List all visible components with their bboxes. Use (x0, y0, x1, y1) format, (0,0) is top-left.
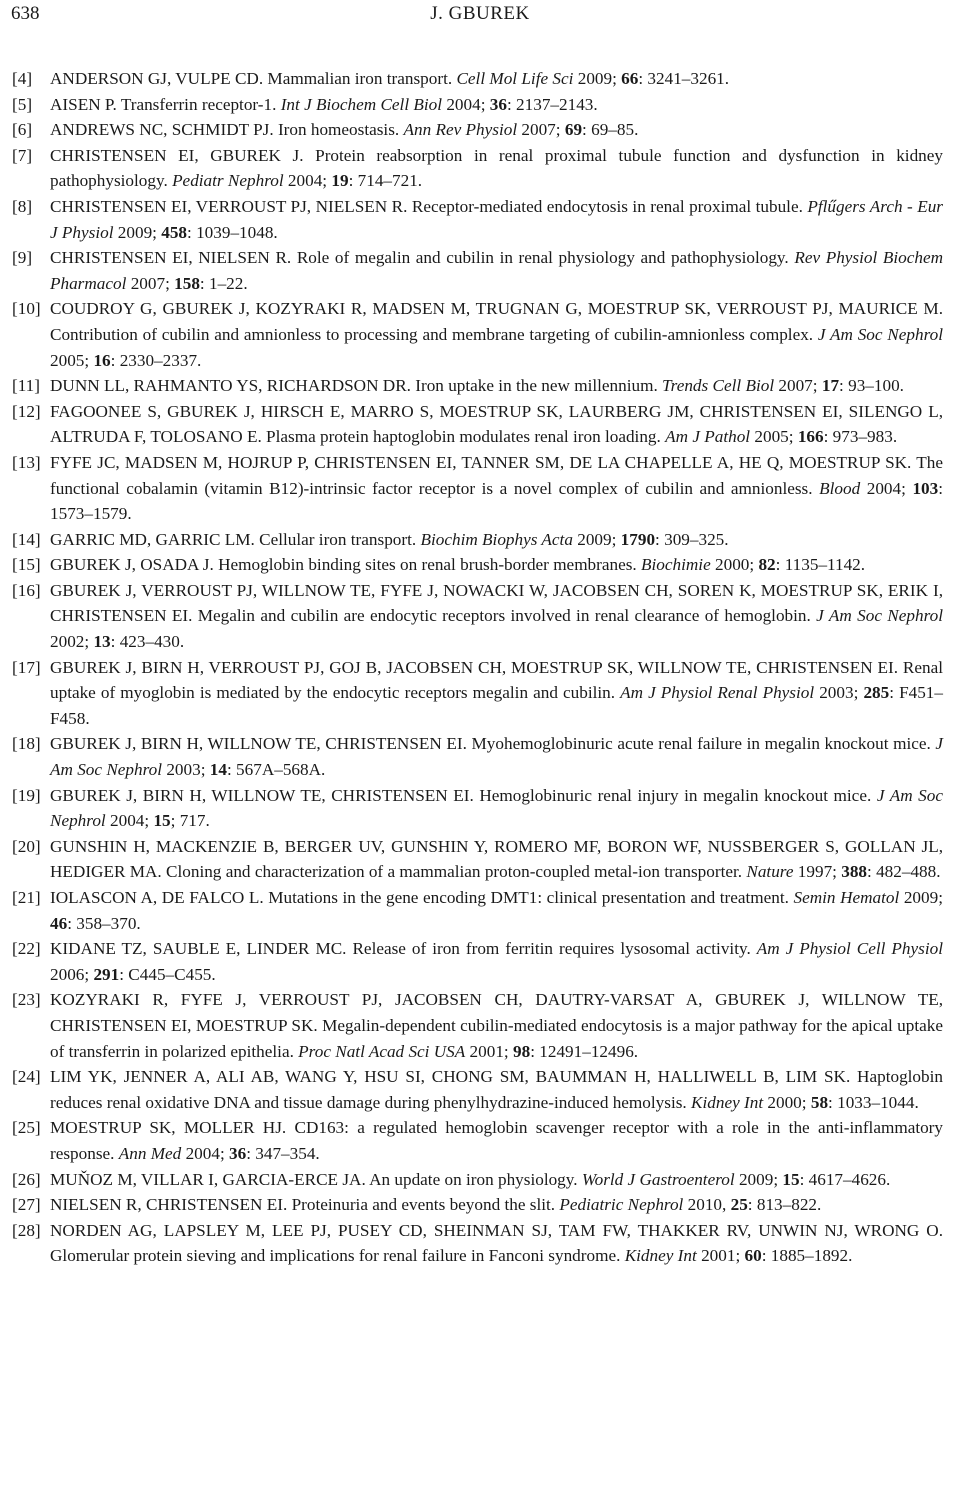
reference-text (50, 399, 943, 450)
reference-pages: : 813–822. (747, 1195, 822, 1215)
reference-authors: NIELSEN R, CHRISTENSEN EI. (50, 1195, 288, 1215)
reference-journal: Nature (746, 862, 794, 882)
reference-title: Mammalian iron transport. (263, 69, 457, 88)
reference-authors: MUŇOZ M, VILLAR I, GARCIA-ERCE JA. (50, 1169, 366, 1189)
reference-title: Hemoglobinuric renal injury in megalin knockout mice. (473, 785, 877, 805)
reference-title: Transferrin receptor-1. (116, 94, 281, 114)
reference-number: [21] (12, 888, 41, 907)
reference-item (12, 578, 943, 655)
reference-text (50, 245, 943, 296)
reference-number: [16] (12, 580, 41, 600)
running-head: J. GBUREK (430, 3, 530, 24)
reference-authors: ANDERSON GJ, VULPE CD. (50, 69, 264, 88)
reference-authors: COUDROY G, GBUREK J, KOZYRAKI R, MADSEN M, TRUGNAN G, MOESTRUP SK, VERROUST PJ, MAURICE M. (50, 299, 943, 319)
reference-volume: 46 (50, 913, 68, 933)
reference-text (50, 885, 943, 936)
reference-text (50, 1167, 943, 1193)
reference-journal: Am J Pathol (665, 427, 751, 447)
reference-authors: GARRIC MD, GARRIC LM. (50, 529, 255, 549)
reference-number: [6] (12, 120, 33, 140)
reference-title: The functional cobalamin (vitamin B12)-intrinsic factor receptor is a novel complex of cubilin and amnionless. (50, 452, 943, 498)
reference-authors: AISEN P. (50, 94, 117, 114)
reference-text (50, 450, 943, 527)
reference-item (12, 399, 943, 450)
reference-text (50, 373, 943, 399)
reference-journal: Trends Cell Biol (662, 376, 775, 396)
reference-volume: 66 (621, 69, 639, 88)
reference-volume: 388 (841, 862, 868, 882)
reference-authors: CHRISTENSEN EI, GBUREK J. (50, 145, 304, 165)
reference-pages: : 2137–2143. (506, 94, 598, 114)
reference-title: Glomerular protein sieving and implications for renal failure in Fanconi syndrome. (50, 1246, 625, 1266)
reference-item (12, 66, 943, 92)
reference-volume: 17 (821, 376, 840, 396)
reference-journal: Proc Natl Acad Sci USA (298, 1041, 466, 1061)
reference-volume: 291 (93, 964, 120, 984)
reference-year: 2009; (113, 222, 162, 242)
reference-item (12, 373, 943, 399)
reference-text (50, 1064, 943, 1115)
reference-pages: : 1885–1892. (761, 1246, 853, 1266)
reference-item (12, 834, 943, 885)
reference-pages: : 309–325. (655, 529, 729, 549)
reference-volume: 36 (489, 94, 507, 114)
reference-pages: : 1573–1579. (50, 478, 944, 524)
reference-year: 2007; (126, 273, 175, 293)
reference-number: [27] (12, 1195, 41, 1215)
reference-text (50, 143, 943, 194)
reference-volume: 60 (744, 1246, 762, 1266)
reference-year: 2009; (734, 1169, 783, 1189)
reference-text (50, 936, 943, 987)
reference-item (12, 450, 943, 527)
reference-pages: : 2330–2337. (110, 350, 202, 370)
reference-year: 2001; (465, 1041, 513, 1061)
reference-journal: J Am Soc Nephrol (817, 324, 943, 344)
reference-title: Megalin-dependent cubilin-mediated endocytosis is a major pathway for the apical uptake of transferrin in polarized epithelia. (50, 1015, 943, 1061)
reference-authors: LIM YK, JENNER A, ALI AB, WANG Y, HSU SI, CHONG SM, BAUMMAN H, HALLIWELL B, LIM SK. (50, 1067, 851, 1087)
reference-number: [17] (12, 657, 41, 677)
reference-year: 2009; (899, 888, 943, 907)
reference-authors: FYFE JC, MADSEN M, HOJRUP P, CHRISTENSEN EI, TANNER SM, DE LA CHAPELLE A, HE Q, MOESTRUP SK. (50, 452, 912, 472)
reference-text (50, 783, 943, 834)
reference-authors: GUNSHIN H, MACKENZIE B, BERGER UV, GUNSHIN Y, ROMERO MF, BORON WF, NUSSBERGER S, GOLLAN JL, HEDIGER MA. (50, 836, 943, 882)
reference-item (12, 987, 943, 1064)
reference-pages: : 4617–4626. (799, 1169, 891, 1189)
reference-volume: 15 (782, 1169, 800, 1189)
reference-authors: CHRISTENSEN EI, VERROUST PJ, NIELSEN R. (50, 196, 408, 216)
reference-volume: 36 (229, 1143, 247, 1163)
reference-year: 2001; (696, 1246, 745, 1266)
reference-text (50, 92, 943, 118)
reference-title: Iron homeostasis. (273, 120, 404, 140)
reference-title: Release of iron from ferritin requires lysosomal activity. (346, 939, 757, 959)
reference-title: An update on iron physiology. (365, 1169, 582, 1189)
reference-authors: IOLASCON A, DE FALCO L. (50, 888, 264, 907)
reference-pages: : 69–85. (582, 120, 639, 140)
reference-pages: : 1033–1044. (828, 1092, 919, 1112)
reference-authors: GBUREK J, BIRN H, VERROUST PJ, GOJ B, JACOBSEN CH, MOESTRUP SK, WILLNOW TE, CHRISTENSEN EI. (50, 657, 899, 677)
reference-item (12, 296, 943, 373)
reference-item (12, 552, 943, 578)
reference-authors: KOZYRAKI R, FYFE J, VERROUST PJ, JACOBSEN CH, DAUTRY-VARSAT A, GBUREK J, WILLNOW TE, CHRISTENSEN EI, MOESTRUP SK. (50, 990, 943, 1035)
reference-journal: Rev Physiol Biochem Pharmacol (50, 248, 943, 293)
reference-number: [26] (12, 1169, 41, 1189)
reference-pages: : C445–C455. (119, 964, 216, 984)
reference-authors: MOESTRUP SK, MOLLER HJ. (50, 1118, 287, 1138)
reference-journal: Am J Physiol Renal Physiol (620, 683, 815, 703)
reference-pages: : 1135–1142. (775, 555, 866, 575)
reference-number: [15] (12, 555, 41, 575)
reference-text (50, 655, 943, 732)
reference-title: Haptoglobin reduces renal oxidative DNA and tissue damage during phenylhydrazine-induced hemolysis. (50, 1067, 943, 1112)
reference-authors: GBUREK J, BIRN H, WILLNOW TE, CHRISTENSEN EI. (50, 785, 474, 805)
reference-title: Megalin and cubilin are endocytic receptors involved in renal clearance of hemoglobin. (192, 606, 817, 626)
reference-item (12, 245, 943, 296)
reference-year: 1997; (793, 862, 842, 882)
reference-volume: 1790 (620, 529, 656, 549)
reference-authors: NORDEN AG, LAPSLEY M, LEE PJ, PUSEY CD, SHEINMAN SJ, TAM FW, THAKKER RV, UNWIN NJ, WRONG O. (50, 1220, 943, 1240)
reference-item (12, 936, 943, 987)
reference-journal: Int J Biochem Cell Biol (280, 94, 443, 114)
reference-title: Myohemoglobinuric acute renal failure in megalin knockout mice. (466, 734, 936, 754)
reference-year: 2000; (763, 1092, 811, 1112)
reference-item (12, 1218, 943, 1269)
reference-authors: KIDANE TZ, SAUBLE E, LINDER MC. (50, 939, 347, 959)
reference-journal: Pediatr Nephrol (172, 171, 284, 191)
reference-volume: 103 (912, 478, 939, 498)
reference-text (50, 527, 943, 553)
reference-authors: GBUREK J, OSADA J. (50, 555, 214, 575)
reference-authors: DUNN LL, RAHMANTO YS, RICHARDSON DR. (50, 376, 411, 396)
reference-journal: Am J Physiol Cell Physiol (756, 939, 943, 959)
reference-volume: 166 (797, 427, 824, 447)
reference-item (12, 783, 943, 834)
reference-text (50, 1115, 943, 1166)
reference-number: [14] (12, 529, 41, 549)
reference-year: 2005; (50, 350, 94, 370)
reference-journal: Cell Mol Life Sci (456, 69, 574, 88)
reference-title: CD163: a regulated hemoglobin scavenger receptor with a role in the anti-inflammatory response. (50, 1118, 944, 1163)
reference-volume: 16 (93, 350, 111, 370)
reference-number: [9] (12, 248, 33, 268)
reference-year: 2004; (442, 94, 490, 114)
reference-number: [20] (12, 836, 41, 856)
reference-volume: 285 (863, 683, 890, 703)
reference-item (12, 655, 943, 732)
reference-title: Cellular iron transport. (254, 529, 421, 549)
reference-text (50, 1192, 943, 1218)
reference-authors: FAGOONEE S, GBUREK J, HIRSCH E, MARRO S, MOESTRUP SK, LAURBERG JM, CHRISTENSEN EI, SILENGO L, ALTRUDA F, TOLOSANO E. (50, 401, 943, 447)
reference-volume: 25 (730, 1195, 748, 1215)
reference-text (50, 834, 943, 885)
reference-title: Plasma protein haptoglobin modulates renal iron loading. (261, 427, 666, 447)
reference-title: Protein reabsorption in renal proximal tubule function and dysfunction in kidney pathophysiology. (50, 145, 943, 191)
reference-journal: J Am Soc Nephrol (50, 785, 943, 831)
reference-pages: : 973–983. (823, 427, 898, 447)
reference-volume: 19 (331, 171, 349, 191)
reference-title: Mutations in the gene encoding DMT1: clinical presentation and treatment. (263, 888, 794, 907)
reference-text (50, 296, 943, 373)
reference-number: [18] (12, 734, 41, 754)
reference-number: [19] (12, 785, 41, 805)
reference-year: 2005; (750, 427, 798, 447)
reference-year: 2007; (774, 376, 822, 396)
reference-number: [7] (12, 145, 33, 165)
reference-pages: : 482–488. (867, 862, 941, 882)
reference-item (12, 1064, 943, 1115)
reference-item (12, 885, 943, 936)
reference-list (12, 66, 943, 1269)
reference-item (12, 1192, 943, 1218)
reference-number: [5] (12, 94, 33, 114)
reference-text (50, 731, 943, 782)
reference-title: Contribution of cubilin and amnionless to processing and membrane targeting of cubilin-amnionless complex. (50, 324, 818, 344)
reference-volume: 98 (513, 1041, 531, 1061)
reference-item (12, 194, 943, 245)
reference-text (50, 194, 943, 245)
reference-pages: : 347–354. (246, 1143, 320, 1163)
reference-text (50, 66, 943, 92)
reference-journal: J Am Soc Nephrol (50, 734, 944, 780)
reference-pages: : 567A–568A. (226, 760, 326, 780)
reference-title: Iron uptake in the new millennium. (410, 376, 663, 396)
reference-year: 2006; (50, 964, 94, 984)
reference-title: Proteinuria and events beyond the slit. (287, 1195, 560, 1215)
reference-pages: : 1039–1048. (187, 222, 278, 242)
reference-number: [24] (12, 1067, 41, 1087)
reference-pages: : 3241–3261. (638, 69, 730, 88)
reference-pages: : 358–370. (67, 913, 141, 933)
reference-title: Renal uptake of myoglobin is mediated by the endocytic receptors megalin and cubilin. (50, 657, 943, 703)
reference-journal: Pediatric Nephrol (559, 1195, 684, 1215)
reference-number: [10] (12, 299, 41, 319)
reference-title: Receptor-mediated endocytosis in renal proximal tubule. (407, 196, 808, 216)
reference-number: [11] (12, 376, 40, 396)
reference-journal: Biochimie (641, 555, 711, 575)
reference-text (50, 117, 943, 143)
reference-year: 2007; (517, 120, 565, 140)
page-number: 638 (11, 3, 40, 24)
reference-item (12, 527, 943, 553)
reference-number: [13] (12, 452, 41, 472)
reference-authors: ANDREWS NC, SCHMIDT PJ. (50, 120, 274, 140)
reference-pages: : 93–100. (839, 376, 904, 396)
reference-journal: Pflűgers Arch - Eur J Physiol (50, 196, 943, 242)
reference-journal: Ann Med (118, 1143, 182, 1163)
reference-year: 2003; (814, 683, 864, 703)
reference-volume: 13 (93, 632, 111, 652)
reference-year: 2000; (710, 555, 759, 575)
reference-year: 2010, (683, 1195, 731, 1215)
reference-journal: Blood (819, 478, 861, 498)
reference-number: [12] (12, 401, 41, 421)
reference-journal: Ann Rev Physiol (403, 120, 518, 140)
reference-journal: Biochim Biophys Acta (420, 529, 573, 549)
reference-year: 2004; (105, 811, 154, 831)
reference-item (12, 92, 943, 118)
reference-volume: 15 (153, 811, 171, 831)
reference-item (12, 143, 943, 194)
reference-text (50, 987, 943, 1064)
reference-volume: 158 (174, 273, 200, 293)
reference-volume: 82 (758, 555, 776, 575)
reference-item (12, 731, 943, 782)
reference-item (12, 1115, 943, 1166)
reference-volume: 458 (161, 222, 188, 242)
reference-pages: ; 717. (170, 811, 210, 831)
reference-year: 2002; (50, 632, 94, 652)
reference-title: Cloning and characterization of a mammalian proton-coupled metal-ion transporter. (161, 862, 747, 882)
reference-text (50, 552, 943, 578)
reference-year: 2009; (572, 529, 621, 549)
page-header (0, 0, 960, 32)
reference-title: Hemoglobin binding sites on renal brush-border membranes. (213, 555, 642, 575)
reference-title: Role of megalin and cubilin in renal physiology and pathophysiology. (291, 248, 795, 268)
reference-text (50, 1218, 943, 1269)
reference-year: 2009; (573, 69, 622, 88)
reference-journal: World J Gastroenterol (581, 1169, 735, 1189)
reference-authors: GBUREK J, VERROUST PJ, WILLNOW TE, FYFE J, NOWACKI W, JACOBSEN CH, SOREN K, MOESTRUP SK, ERIK I, CHRISTENSEN EI. (50, 580, 943, 626)
reference-pages: : 423–430. (110, 632, 185, 652)
reference-year: 2004; (860, 478, 913, 498)
reference-volume: 14 (209, 760, 227, 780)
reference-pages: : 714–721. (348, 171, 423, 191)
reference-pages: : 12491–12496. (530, 1041, 639, 1061)
reference-number: [25] (12, 1118, 41, 1138)
reference-pages: : 1–22. (199, 273, 248, 293)
reference-volume: 58 (810, 1092, 829, 1112)
reference-journal: Kidney Int (691, 1092, 764, 1112)
reference-number: [28] (12, 1220, 41, 1240)
reference-text (50, 578, 943, 655)
reference-authors: GBUREK J, BIRN H, WILLNOW TE, CHRISTENSEN EI. (50, 734, 467, 754)
reference-volume: 69 (564, 120, 583, 140)
reference-item (12, 1167, 943, 1193)
reference-number: [22] (12, 939, 41, 959)
reference-authors: CHRISTENSEN EI, NIELSEN R. (50, 248, 292, 268)
reference-year: 2004; (283, 171, 332, 191)
reference-journal: Semin Hematol (793, 888, 900, 907)
reference-year: 2003; (162, 760, 210, 780)
reference-journal: J Am Soc Nephrol (816, 606, 944, 626)
reference-number: [4] (12, 69, 33, 88)
reference-pages: : F451–F458. (50, 683, 943, 728)
reference-number: [23] (12, 990, 41, 1010)
reference-item (12, 117, 943, 143)
reference-journal: Kidney Int (624, 1246, 697, 1266)
reference-year: 2004; (181, 1143, 230, 1163)
reference-number: [8] (12, 196, 33, 216)
